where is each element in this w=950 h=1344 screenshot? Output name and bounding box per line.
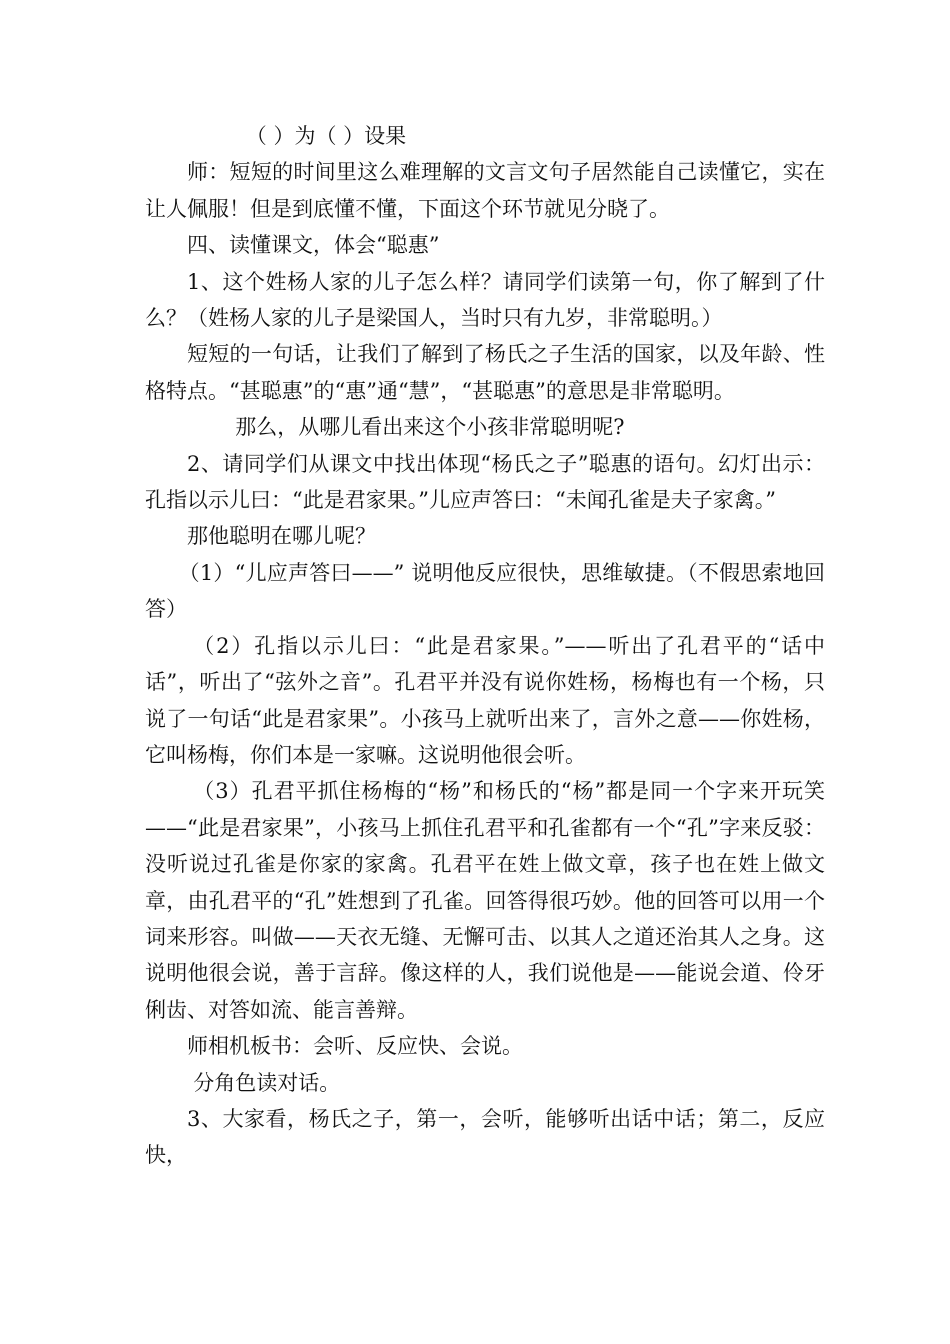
paragraph-where-smart: 那他聪明在哪儿呢？ <box>187 524 376 549</box>
section-heading-4: 四、读懂课文，体会“聪惠” <box>187 233 440 258</box>
paragraph-point-2: （2）孔指以示儿曰：“此是君家果。”——听出了孔君平的“话中话”，听出了“弦外之音”。孔君平并没有说你姓杨，杨梅也有一个杨，只说了一句话“此是君家果”。小孩马上就听出来了，言外之意——你姓杨，它叫杨梅，你们本是一家嘛。这说明他很会听。 <box>145 633 825 767</box>
paragraph-blackboard-note: 师相机板书：会听、反应快、会说。 <box>187 1034 523 1059</box>
paragraph-teacher-remark: 师：短短的时间里这么难理解的文言文句子居然能自己读懂它，实在让人佩服！但是到底懂不懂，下面这个环节就见分晓了。 <box>145 160 825 221</box>
fill-in-blank-line: （ ）为（ ）设果 <box>245 124 407 148</box>
paragraph-point-1: （1）“儿应声答曰——” 说明他反应很快，思维敏捷。（不假思索地回答） <box>145 560 825 622</box>
paragraph-question-2: 2、请同学们从课文中找出体现“杨氏之子”聪惠的语句。幻灯出示：孔指以示儿曰：“此是君家果。”儿应声答曰：“未闻孔雀是夫子家禽。” <box>145 451 825 513</box>
paragraph-question-3: 3、大家看，杨氏之子，第一，会听，能够听出话中话；第二，反应快， <box>145 1106 825 1168</box>
paragraph-explanation-1: 短短的一句话，让我们了解到了杨氏之子生活的国家，以及年龄、性格特点。“甚聪惠”的“惠”通“慧”，“甚聪惠”的意思是非常聪明。 <box>145 342 825 403</box>
paragraph-role-reading: 分角色读对话。 <box>193 1070 341 1095</box>
document-body <box>145 118 825 1174</box>
paragraph-question-1: 1、这个姓杨人家的儿子怎么样？请同学们读第一句，你了解到了什么？（姓杨人家的儿子是梁国人，当时只有九岁，非常聪明。） <box>145 269 825 331</box>
paragraph-point-3: （3）孔君平抓住杨梅的“杨”和杨氏的“杨”都是同一个字来开玩笑——“此是君家果”，小孩马上抓住孔君平和孔雀都有一个“孔”字来反驳：没听说过孔雀是你家的家禽。孔君平在姓上做文章，孩子也在姓上做文章，由孔君平的“孔”姓想到了孔雀。回答得很巧妙。他的回答可以用一个词来形容。叫做——天衣无缝、无懈可击、以其人之道还治其人之身。这说明他很会说，善于言辞。像这样的人，我们说他是——能说会道、伶牙俐齿、对答如流、能言善辩。 <box>145 779 825 1022</box>
paragraph-transition-question: 那么，从哪儿看出来这个小孩非常聪明呢? <box>235 415 625 440</box>
